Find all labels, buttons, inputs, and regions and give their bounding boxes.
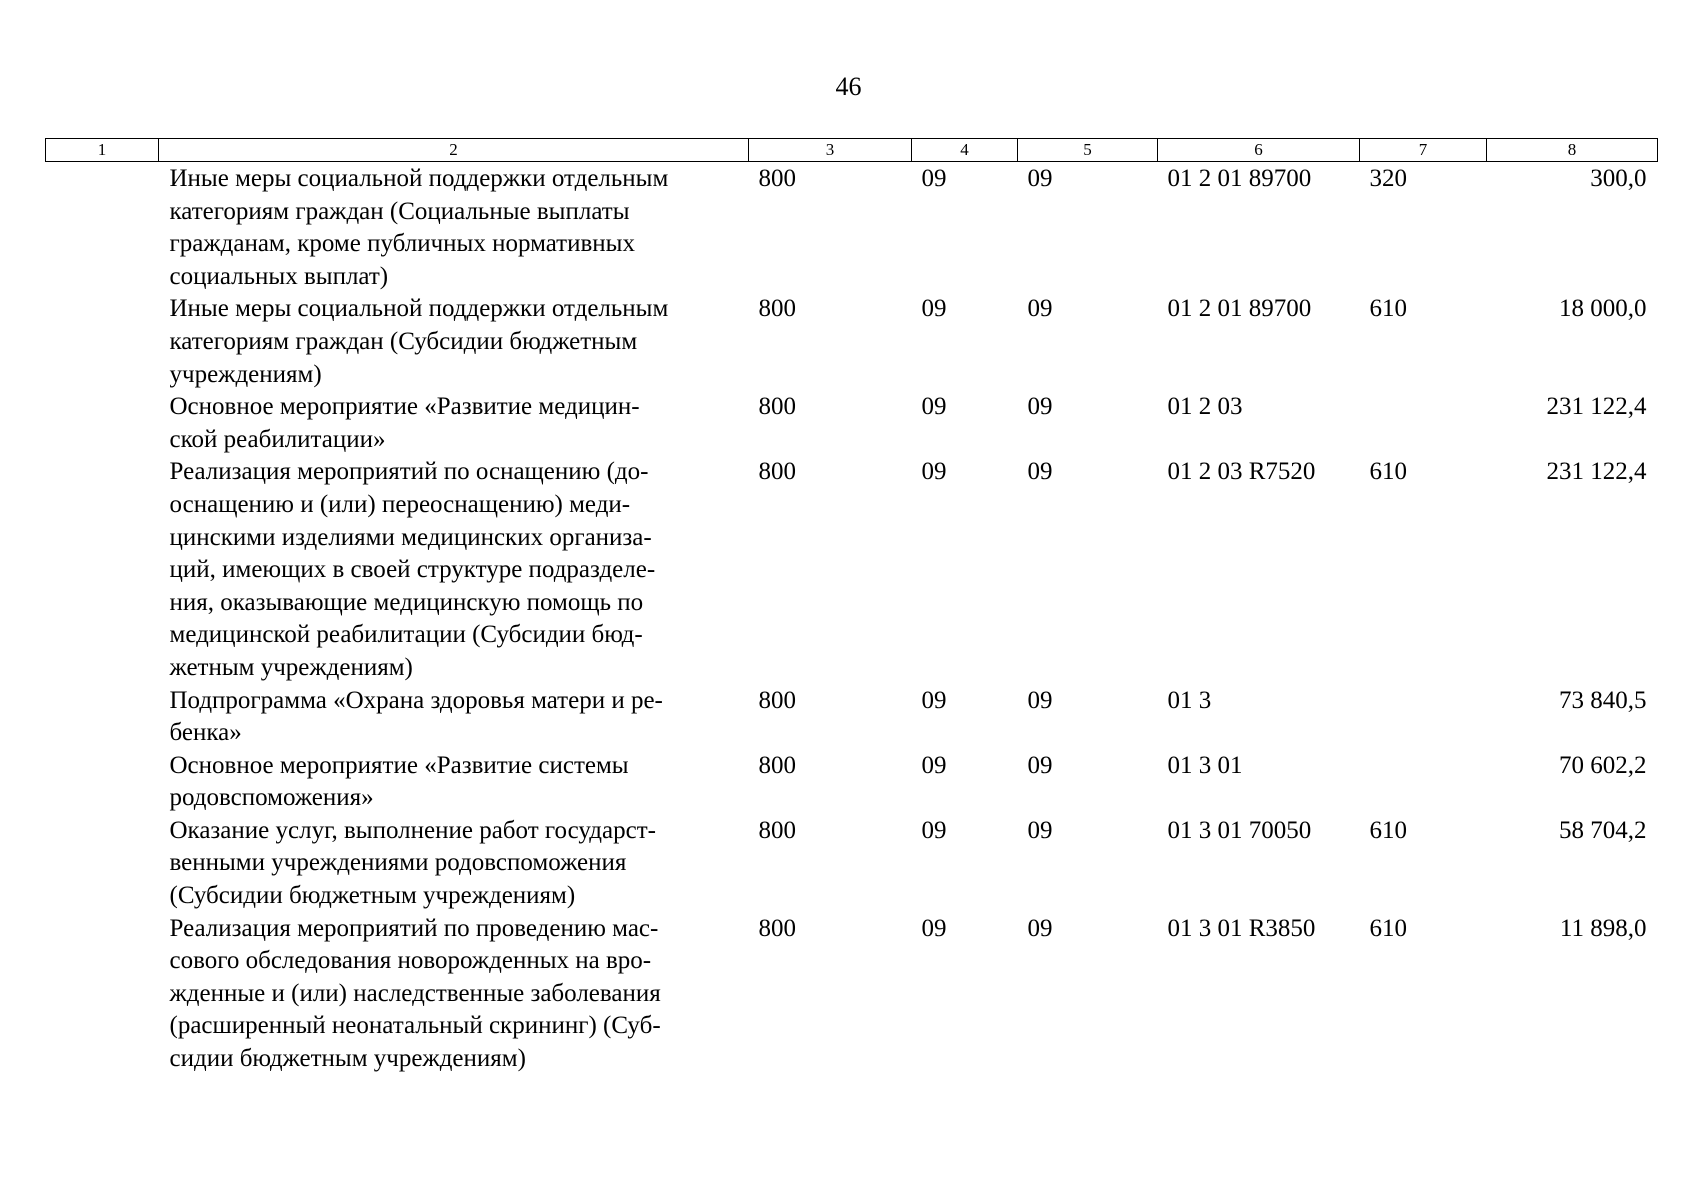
expense-type-code (1360, 750, 1487, 815)
section-code: 09 (921, 393, 947, 421)
row-index-cell (46, 293, 159, 391)
budget-table-container (45, 138, 1657, 1076)
row-name: Реализация мероприятий по оснащению (до- оснащению и (или) переоснащению) меди- цинскими изделиями медицинских организа- ций, имеющих в своей структуре подразделе- ния, оказывающие медицинскую помощь по медицинской реабилитации (Субсидии бюд- жетным учреждениям) (169, 458, 656, 681)
section-code: 09 (921, 751, 947, 779)
page-number: 46 (835, 72, 862, 101)
ministry-code: 800 (758, 165, 796, 192)
subsection-code: 09 (1027, 686, 1053, 714)
amount-value: 11 898,0 (1559, 914, 1647, 942)
target-article-code: 01 3 01 70050 (1167, 816, 1312, 844)
row-name: Основное мероприятие «Развитие медицин- ской реабилитации» (169, 393, 640, 453)
ministry-code: 800 (758, 295, 796, 323)
header-col-6: 6 (1158, 139, 1360, 162)
amount-value: 58 704,2 (1559, 816, 1647, 844)
subsection-code: 09 (1027, 458, 1053, 486)
ministry-code: 800 (758, 393, 796, 421)
table-row (46, 293, 1658, 391)
expense-type-code (1360, 391, 1487, 456)
row-name: Иные меры социальной поддержки отдельным категориям граждан (Субсидии бюджетным учреждениям) (169, 295, 669, 388)
amount-value: 300,0 (1590, 165, 1647, 192)
section-code: 09 (921, 458, 947, 486)
row-index-cell (46, 456, 159, 684)
table-row (46, 456, 1658, 684)
section-code: 09 (921, 165, 947, 192)
subsection-code: 09 (1027, 751, 1053, 779)
amount-value: 231 122,4 (1546, 458, 1647, 486)
expense-type-code: 610 (1369, 816, 1407, 844)
table-row (46, 913, 1658, 1076)
expense-type-code (1360, 685, 1487, 750)
subsection-code: 09 (1027, 295, 1053, 323)
row-name: Иные меры социальной поддержки отдельным категориям граждан (Социальные выплаты гражданам, кроме публичных нормативных социальных выплат) (169, 165, 669, 290)
expense-type-code: 610 (1369, 914, 1407, 942)
row-index-cell (46, 391, 159, 456)
header-col-1: 1 (46, 139, 159, 162)
row-name: Оказание услуг, выполнение работ государст- венными учреждениями родовспоможения (Субсидии бюджетным учреждениям) (169, 816, 656, 910)
ministry-code: 800 (758, 914, 796, 942)
expense-type-code: 610 (1369, 458, 1407, 486)
target-article-code: 01 2 01 89700 (1167, 165, 1312, 192)
header-col-4: 4 (912, 139, 1018, 162)
amount-value: 18 000,0 (1559, 295, 1647, 323)
row-index-cell (46, 685, 159, 750)
row-index-cell (46, 162, 159, 294)
table-body (46, 162, 1658, 1076)
ministry-code: 800 (758, 816, 796, 844)
target-article-code: 01 3 (1167, 686, 1212, 714)
table-row (46, 391, 1658, 456)
amount-value: 70 602,2 (1559, 751, 1647, 779)
amount-value: 73 840,5 (1559, 686, 1647, 714)
table-row (46, 815, 1658, 913)
table-header (46, 139, 1658, 162)
header-col-8: 8 (1487, 139, 1658, 162)
row-index-cell (46, 750, 159, 815)
table-row (46, 750, 1658, 815)
target-article-code: 01 2 03 (1167, 393, 1243, 421)
target-article-code: 01 3 01 (1167, 751, 1243, 779)
row-name: Реализация мероприятий по проведению мас- сового обследования новорожденных на вро- жденные и (или) наследственные заболевания (расширенный неонатальный скрининг) (Суб- сидии бюджетным учреждениям) (169, 914, 661, 1073)
subsection-code: 09 (1027, 393, 1053, 421)
expense-type-code: 320 (1369, 165, 1407, 192)
amount-value: 231 122,4 (1546, 393, 1647, 421)
subsection-code: 09 (1027, 914, 1053, 942)
budget-table (45, 138, 1658, 1076)
row-index-cell (46, 815, 159, 913)
ministry-code: 800 (758, 686, 796, 714)
table-row (46, 685, 1658, 750)
subsection-code: 09 (1027, 816, 1053, 844)
ministry-code: 800 (758, 751, 796, 779)
section-code: 09 (921, 816, 947, 844)
expense-type-code: 610 (1369, 295, 1407, 323)
target-article-code: 01 2 01 89700 (1167, 295, 1312, 323)
section-code: 09 (921, 295, 947, 323)
header-col-2: 2 (159, 139, 749, 162)
header-row (46, 139, 1658, 162)
section-code: 09 (921, 686, 947, 714)
header-col-5: 5 (1018, 139, 1158, 162)
target-article-code: 01 3 01 R3850 (1167, 914, 1316, 942)
header-col-3: 3 (749, 139, 912, 162)
header-col-7: 7 (1360, 139, 1487, 162)
target-article-code: 01 2 03 R7520 (1167, 458, 1316, 486)
ministry-code: 800 (758, 458, 796, 486)
row-index-cell (46, 913, 159, 1076)
subsection-code: 09 (1027, 165, 1053, 192)
table-row (46, 162, 1658, 294)
section-code: 09 (921, 914, 947, 942)
row-name: Подпрограмма «Охрана здоровья матери и ре- бенка» (169, 686, 663, 747)
row-name: Основное мероприятие «Развитие системы родовспоможения» (169, 751, 629, 812)
